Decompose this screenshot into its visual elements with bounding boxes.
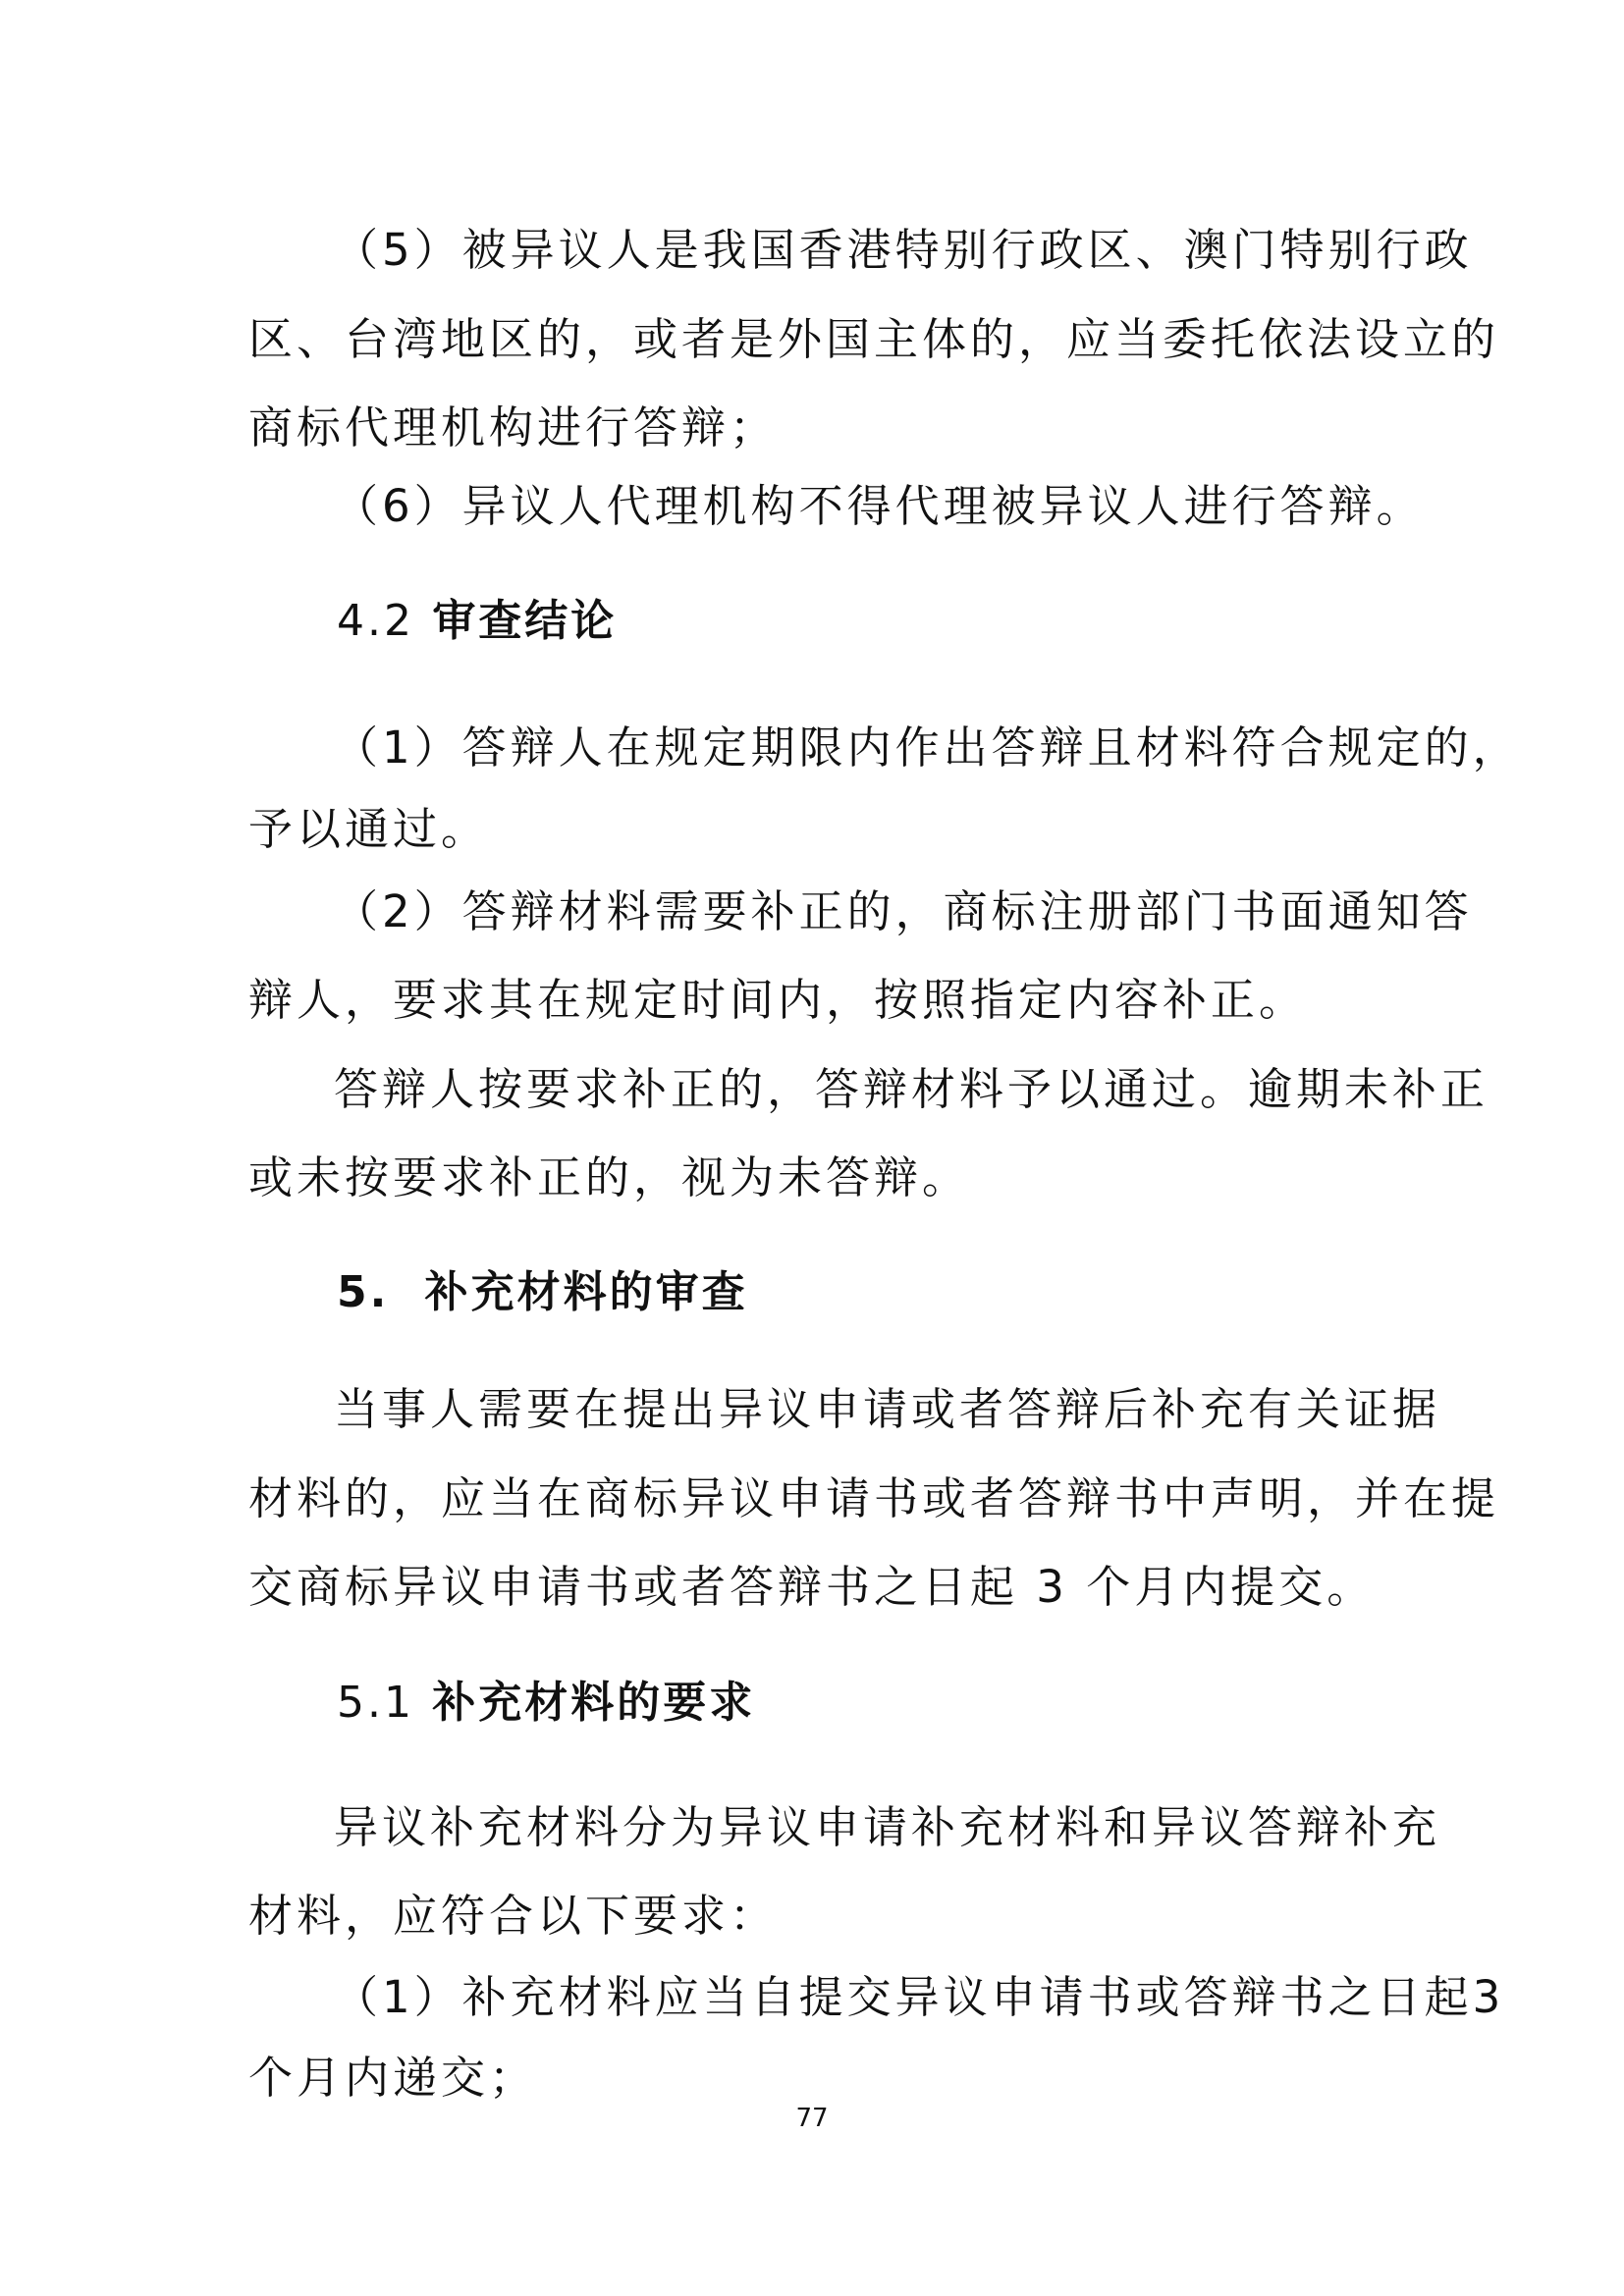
section-4-2-number: 4.2	[337, 596, 414, 646]
section-4-2-heading	[337, 592, 617, 651]
conclusion-1-line-2: 予以通过。	[248, 803, 490, 855]
section-5-title: 补充材料的审查	[424, 1267, 748, 1317]
section-5-heading	[337, 1263, 748, 1322]
section-5-paragraph-line-3: 交商标异议申请书或者答辩书之日起 3 个月内提交。	[248, 1561, 1376, 1613]
conclusion-3-line-1: 答辩人按要求补正的，答辩材料予以通过。逾期未补正	[334, 1063, 1489, 1115]
page-number: 77	[795, 2104, 829, 2133]
paragraph-5-line-1: （5）被异议人是我国香港特别行政区、澳门特别行政	[334, 224, 1473, 276]
section-5-number: 5.	[337, 1267, 390, 1317]
requirement-1-line-1: （1）补充材料应当自提交异议申请书或答辩书之日起3	[334, 1971, 1505, 2023]
section-5-1-number: 5.1	[337, 1678, 414, 1728]
paragraph-6-line-1: （6）异议人代理机构不得代理被异议人进行答辩。	[334, 480, 1425, 532]
section-5-1-heading	[337, 1674, 755, 1733]
section-5-paragraph-line-2: 材料的，应当在商标异议申请书或者答辩书中声明，并在提	[248, 1472, 1500, 1524]
conclusion-2-line-2: 辩人，要求其在规定时间内，按照指定内容补正。	[248, 974, 1308, 1026]
section-5-1-paragraph-line-1: 异议补充材料分为异议申请补充材料和异议答辩补充	[334, 1801, 1441, 1853]
paragraph-5-line-2: 区、台湾地区的，或者是外国主体的，应当委托依法设立的	[248, 313, 1500, 365]
conclusion-1-line-1: （1）答辩人在规定期限内作出答辩且材料符合规定的，	[334, 721, 1521, 774]
section-4-2-title: 审查结论	[432, 596, 618, 646]
section-5-1-paragraph-line-2: 材料，应符合以下要求：	[248, 1890, 779, 1942]
section-5-1-title: 补充材料的要求	[432, 1678, 756, 1728]
paragraph-5-line-3: 商标代理机构进行答辩；	[248, 401, 779, 454]
requirement-1-line-2: 个月内递交；	[248, 2052, 538, 2104]
conclusion-2-line-1: （2）答辩材料需要补正的，商标注册部门书面通知答	[334, 885, 1473, 937]
conclusion-3-line-2: 或未按要求补正的，视为未答辩。	[248, 1151, 971, 1203]
section-5-paragraph-line-1: 当事人需要在提出异议申请或者答辩后补充有关证据	[334, 1383, 1441, 1435]
